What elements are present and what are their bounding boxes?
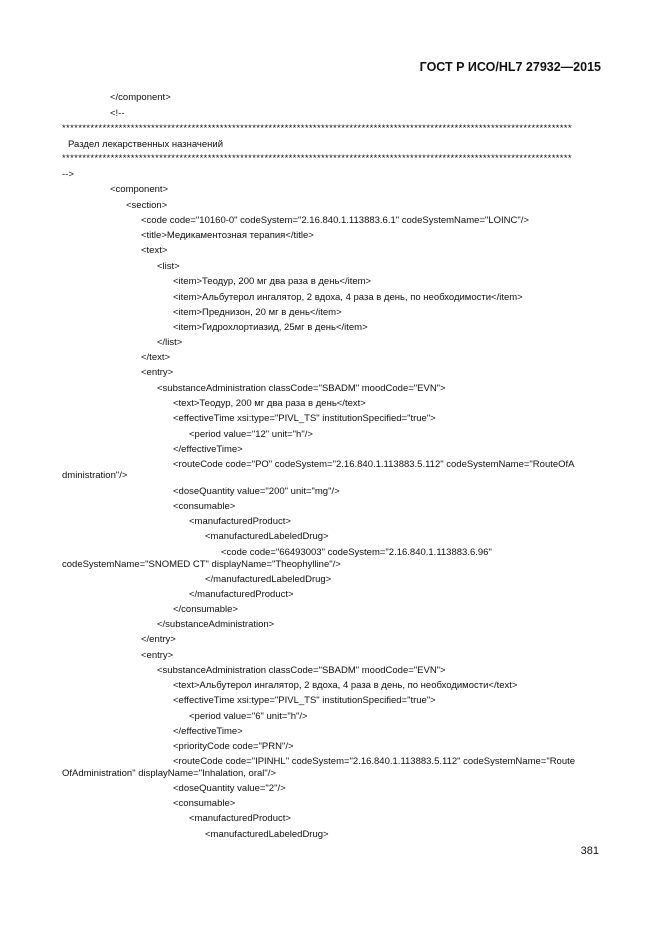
code-line: <entry>: [141, 650, 174, 661]
code-line: <text>Теодур, 200 мг два раза в день</text>: [173, 398, 366, 409]
separator-line: ******************************************************************************************************************************: [62, 123, 572, 134]
code-line: <code code="66493003" codeSystem="2.16.840.1.113883.6.96": [221, 547, 492, 558]
code-line: <substanceAdministration classCode="SBADM" moodCode="EVN">: [157, 665, 446, 676]
code-line: <effectiveTime xsi:type="PIVL_TS" institutionSpecified="true">: [173, 413, 436, 424]
code-line: <text>Альбутерол ингалятор, 2 вдоха, 4 раза в день, по необходимости</text>: [173, 680, 518, 691]
code-line: <period value="12" unit="h"/>: [189, 429, 313, 440]
code-line: <consumable>: [173, 501, 236, 512]
code-line: <title>Медикаментозная терапия</title>: [141, 230, 314, 241]
code-line: <section>: [126, 200, 168, 211]
code-line: <entry>: [141, 367, 174, 378]
code-line: </effectiveTime>: [173, 726, 243, 737]
code-line: <effectiveTime xsi:type="PIVL_TS" institutionSpecified="true">: [173, 695, 436, 706]
code-line: <manufacturedProduct>: [189, 813, 291, 824]
code-line: </list>: [157, 337, 183, 348]
separator-line: ******************************************************************************************************************************: [62, 153, 572, 164]
code-line: <item>Преднизон, 20 мг в день</item>: [173, 307, 342, 318]
code-line: <doseQuantity value="200" unit="mg"/>: [173, 486, 340, 497]
code-line: <item>Гидрохлортиазид, 25мг в день</item>: [173, 322, 368, 333]
code-line: </consumable>: [173, 604, 238, 615]
code-line: <list>: [157, 261, 180, 272]
standard-header: ГОСТ Р ИСО/HL7 27932—2015: [419, 60, 601, 74]
code-line: <manufacturedProduct>: [189, 516, 291, 527]
code-line: </manufacturedProduct>: [189, 589, 294, 600]
code-line: </text>: [141, 352, 171, 363]
code-line: dministration"/>: [62, 470, 128, 481]
code-line: </entry>: [141, 634, 176, 645]
code-line: <manufacturedLabeledDrug>: [205, 829, 329, 840]
code-line: <component>: [110, 184, 169, 195]
code-line: <item>Альбутерол ингалятор, 2 вдоха, 4 раза в день, по необходимости</item>: [173, 292, 523, 303]
code-line: <period value="6" unit="h"/>: [189, 711, 308, 722]
code-line: <priorityCode code="PRN"/>: [173, 741, 294, 752]
code-line: </substanceAdministration>: [157, 619, 275, 630]
code-line: <routeCode code="IPINHL" codeSystem="2.16.840.1.113883.5.112" codeSystemName="Route: [173, 756, 576, 767]
code-line: <item>Теодур, 200 мг два раза в день</item>: [173, 276, 372, 287]
code-line: <code code="10160-0" codeSystem="2.16.840.1.113883.6.1" codeSystemName="LOINC"/>: [141, 215, 529, 226]
code-line: <routeCode code="PO" codeSystem="2.16.840.1.113883.5.112" codeSystemName="RouteOfA: [173, 459, 575, 470]
code-line: <manufacturedLabeledDrug>: [205, 531, 329, 542]
code-line: </manufacturedLabeledDrug>: [205, 574, 332, 585]
code-line: codeSystemName="SNOMED CT" displayName="Theophylline"/>: [62, 559, 341, 570]
code-line: <doseQuantity value="2"/>: [173, 783, 286, 794]
section-comment: Раздел лекарственных назначений: [68, 139, 224, 150]
code-line: OfAdministration" displayName="Inhalation, oral"/>: [62, 768, 276, 779]
code-line: </component>: [110, 92, 171, 103]
code-line: <text>: [141, 245, 168, 256]
code-line: <consumable>: [173, 798, 236, 809]
code-line: <!--: [110, 108, 125, 119]
code-line: <substanceAdministration classCode="SBADM" moodCode="EVN">: [157, 383, 446, 394]
code-line: </effectiveTime>: [173, 444, 243, 455]
page-number: 381: [580, 845, 599, 857]
code-line: -->: [62, 169, 74, 180]
